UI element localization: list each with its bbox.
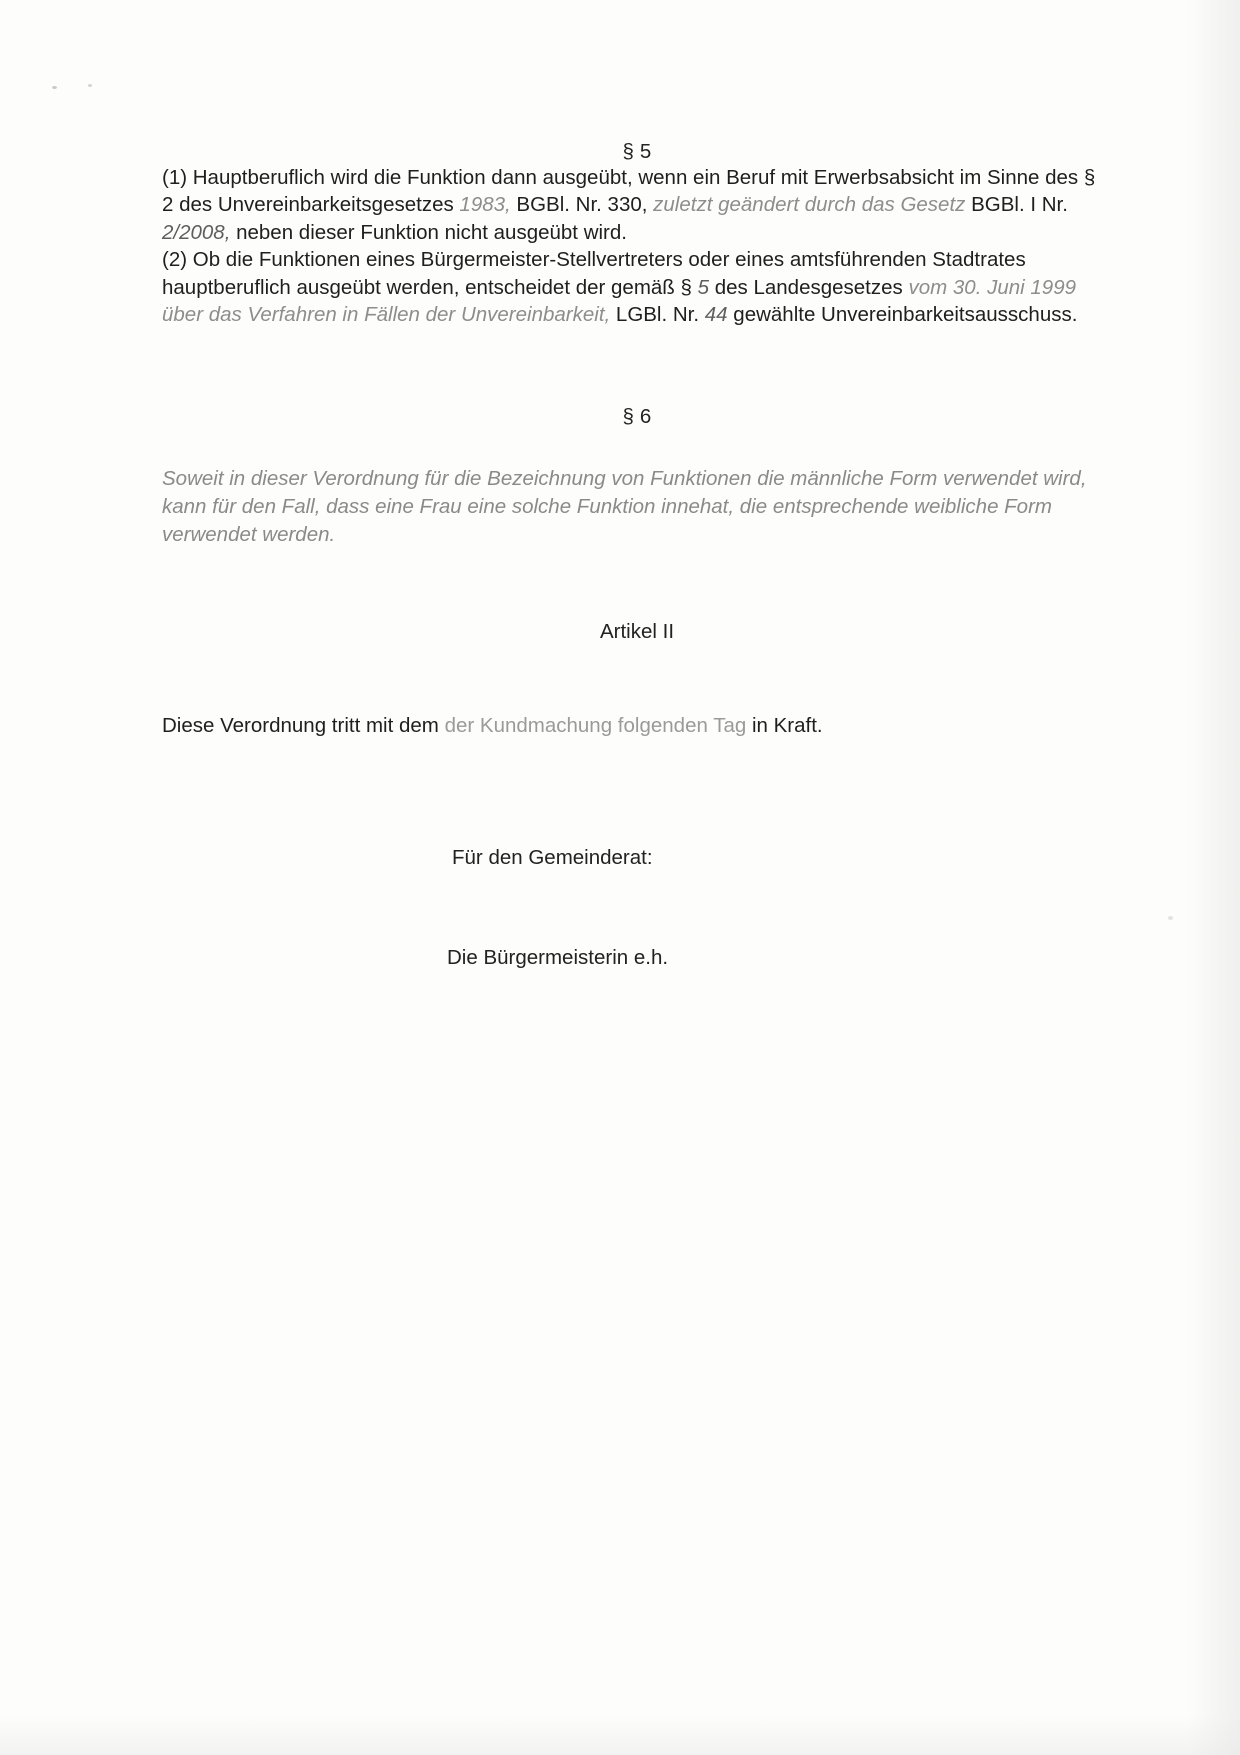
scan-speck-icon xyxy=(52,86,57,89)
p5-1-text-part-2: BGBl. Nr. 330, xyxy=(510,193,654,217)
article-heading-artikel-2: Artikel II xyxy=(599,620,675,644)
p5-2-text-part-2: des Landesgesetzes xyxy=(709,275,909,299)
p5-2-text-part-4: gewählte Unvereinbarkeitsausschuss. xyxy=(727,303,1078,327)
paragraph-5-subsection-2 xyxy=(162,246,1112,328)
p5-1-text-part-1: (1) Hauptberuflich wird die Funktion dann ausgeübt, wenn ein Beruf mit Erwerbsabsicht im Sinne des § 2 des Unvereinbarkeitsgesetzes xyxy=(162,166,1096,217)
scan-speck-icon xyxy=(1168,916,1173,920)
p5-2-text-part-1: (2) Ob die Funktionen eines Bürgermeister-Stellvertreters oder eines amtsführenden Stadtrates hauptberuflich ausgeübt werden, entscheidet der gemäß § xyxy=(162,248,1026,299)
inkraft-amendment-1: der Kundmachung folgenden Tag xyxy=(444,714,747,738)
p5-2-amendment-3: 44 xyxy=(704,303,728,327)
p5-2-amendment-1: 5 xyxy=(697,275,710,299)
section-heading-paragraph-5: § 5 xyxy=(622,140,652,163)
p5-1-amendment-2: zuletzt geändert durch das Gesetz xyxy=(653,193,966,217)
section-heading-paragraph-6: § 6 xyxy=(622,404,652,428)
scan-edge-shadow-right xyxy=(1188,0,1240,1755)
scan-speck-icon xyxy=(88,84,92,87)
entry-into-force-sentence xyxy=(162,714,1112,738)
closing-line: Für den Gemeinderat: xyxy=(452,846,653,870)
paragraph-6-text: Soweit in dieser Verordnung für die Bezeichnung von Funktionen die männliche Form verwendet wird, kann für den Fall, dass eine Frau eine solche Funktion innehat, die entsprechende weibliche Form verwendet werden. xyxy=(162,466,1087,546)
p5-1-text-part-3: BGBl. I Nr. xyxy=(965,193,1068,217)
p5-1-amendment-3: 2/2008, xyxy=(162,220,231,244)
document-body xyxy=(162,0,1112,970)
section-paragraph-6 xyxy=(162,405,1112,549)
p5-2-text-part-3: LGBl. Nr. xyxy=(610,303,705,327)
p5-1-text-part-4: neben dieser Funktion nicht ausgeübt wird. xyxy=(230,220,627,244)
signature-line: Die Bürgermeisterin e.h. xyxy=(447,946,669,970)
p5-1-amendment-1: 1983, xyxy=(459,193,511,217)
scan-edge-shadow-bottom xyxy=(0,1715,1240,1755)
inkraft-text-part-1: Diese Verordnung tritt mit dem xyxy=(162,714,445,738)
paragraph-5-subsection-1 xyxy=(162,164,1112,246)
inkraft-text-part-2: in Kraft. xyxy=(746,714,823,738)
p5-2-amendment-2: vom 30. Juni 1999 über das Verfahren in Fällen der Unvereinbarkeit, xyxy=(162,275,1077,327)
